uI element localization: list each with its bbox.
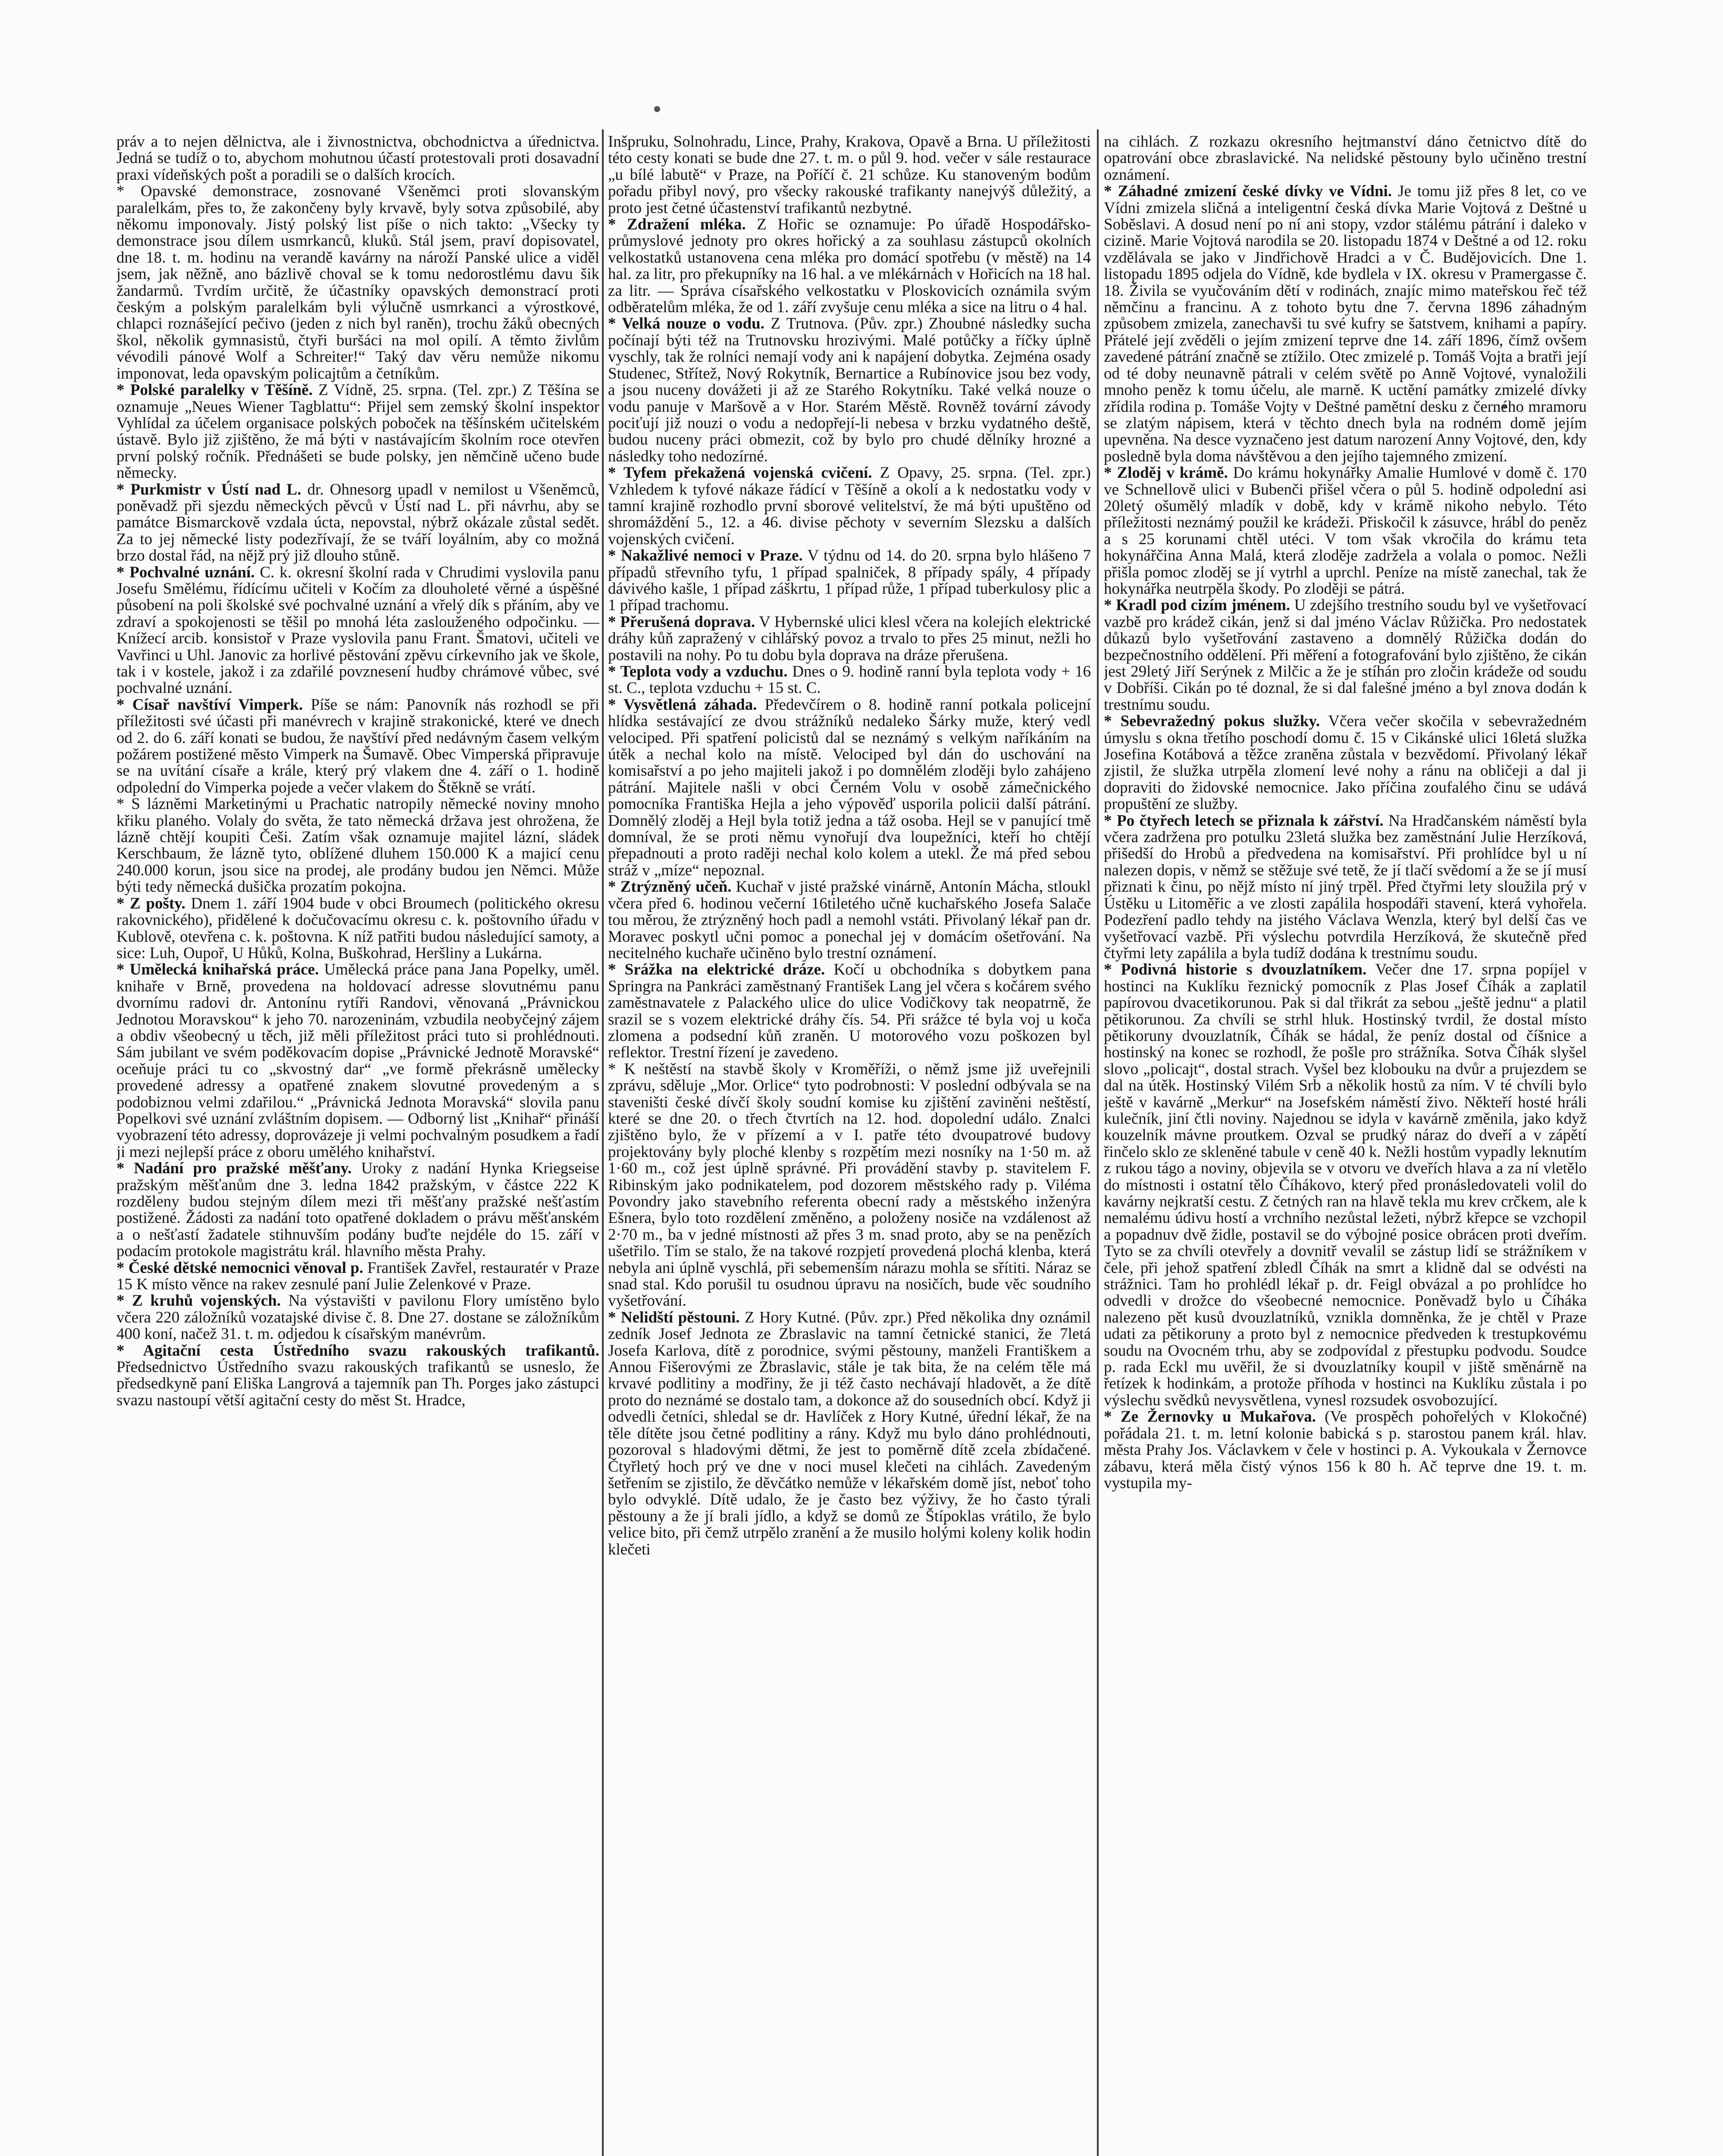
article-paragraph: * Přerušená doprava. V Hybernské ulici klesl včera na kolejích elektrické dráhy kůň zapražený v cihlářský povoz a trvalo to přes 25 minut, nežli ho postavili na nohy. Po tu dobu byla doprava na dráze přerušena.	[608, 613, 1091, 664]
top-scan-mark	[654, 106, 660, 112]
article-paragraph: * Pochvalné uznání. C. k. okresní školní rada v Chrudimi vyslovila panu Josefu Smělému, řídícímu učiteli v Kočím za dlouholeté věrné a úspěšné působení na poli školské své pochvalné uznání a vřelý dík s přáním, aby ve zdraví a spokojenosti se těšil po mnohá léta zaslouženého odpočinku. — Knížecí arcib. konsistoř v Praze vyslovila panu Frant. Šmatovi, učiteli ve Vavřinci u Uhl. Janovic za horlivé pěstování zpěvu církevního jak ve škole, tak i v kostele, jakož i za zdařilé povznesení hudby chrámové vůbec, své pochvalné uznání.	[116, 563, 599, 697]
article-paragraph: * České dětské nemocnici věnoval p. František Zavřel, restauratér v Praze 15 K místo věnce na rakev zesnulé paní Julie Zelenkové v Praze.	[116, 1259, 599, 1294]
article-paragraph: * Nakažlivé nemoci v Praze. V týdnu od 14. do 20. srpna bylo hlášeno 7 případů střevního tyfu, 1 případ spalniček, 8 případy spály, 4 případy dávivého kašle, 1 případ záškrtu, 1 případ růže, 1 případ tuberkulosy plic a 1 případ trachomu.	[608, 547, 1091, 614]
article-paragraph: * Polské paralelky v Těšíně. Z Vídně, 25. srpna. (Tel. zpr.) Z Těšína se oznamuje „Neues Wiener Tagblattu“: Přijel sem zemský školní inspektor Vyhlídal za účelem organisace polských poboček na těšínském učitelském ústavě. Bylo již zjištěno, že má býti v nastávajícím školním roce otevřen první polský ročník. Přednášeti se bude polsky, jen němčině učeno bude německy.	[116, 381, 599, 482]
article-paragraph: * Zloděj v krámě. Do krámu hokynářky Amalie Humlové v domě č. 170 ve Schnellově ulici v Bubenči přišel včera o půl 5. hodině odpolední asi 20letý ošumělý mladík v době, kdy v krámě nikoho nebylo. Této příležitosti neznámý použil ke krádeži. Přiskočil k zásuvce, hrábl do peněz a s 25 korunami chtěl utéci. V tom však vkročila do krámu teta hokynářčina Anna Malá, která zloděje zadržela a volala o pomoc. Nežli přišla pomoc zloděj se jí vytrhl a uprchl. Peníze na místě zanechal, tak že hokynářka neutrpěla škody. Po zloději se pátrá.	[1104, 464, 1587, 598]
article-paragraph: * Agitační cesta Ústředního svazu rakouských trafikantů. Předsednictvo Ústředního svazu rakouských trafikantů se usneslo, že předsedkyně paní Eliška Langrová a tajemník pan Th. Porges jako zástupci svazu nastoupí větší agitační cesty do měst St. Hradce,	[116, 1341, 599, 1409]
article-paragraph: * K neštěstí na stavbě školy v Kroměříži, o němž jsme již uveřejnili zprávu, sděluje „Mor. Orlice“ tyto podrobnosti: V poslední odbývala se na staveništi české dívčí školy soudní komise ku zjištění zaviněni neštěstí, které se dne 20. o třech čtvrtích na 12. hod. dopolední událo. Znalci zjištěno bylo, že v přízemí a v I. patře této dvoupatrové budovy projektovány byly ploché klenby s rozpětím mezi nosníky na 1·50 m. až 1·60 m., což jest úplně správné. Při provádění stavby p. stavitelem F. Ribinským jako podnikatelem, pod dozorem městského rady p. Viléma Povondry jako stavebního referenta obecní rady a městského inženýra Ešnera, bylo toto rozdělení změněno, a položeny nosiče na vzdálenost až 2·70 m., ba v jedné místnosti až přes 3 m. snad proto, aby se na penězích ušetřilo. Tím se stalo, že na takové rozpjetí provedená plochá klenba, která nebyla ani úplně vyschlá, při sebemenším nárazu mohla se sřítiti. Náraz se snad stal. Kdo porušil tu osudnou úpravu na nosičích, bude věc soudního vyšetřování.	[608, 1060, 1091, 1310]
article-paragraph: * Vysvětlená záhada. Předevčírem o 8. hodině ranní potkala policejní hlídka sestávající ze dvou strážníků nedaleko Šárky muže, který vedl velociped. Při spatření policistů dal se neznámý s velkým naříkáním na útěk a nechal kolo na místě. Velociped byl dán do uschování na komisařství a po jeho majiteli jakož i po domnělém zloději bylo zahájeno pátrání. Majitele našli v obci Černém Volu v osobě zámečnického pomocníka Františka Hejla a jeho výpověď usporila policii další pátrání. Domnělý zloděj a Hejl byla totiž jedna a táž osoba. Hejl se v panující tmě domníval, že se proti němu vynořují dva loupežníci, kteří ho chtějí přepadnouti a proto raději nechal kolo kolem a utekl. Že má před sebou stráž v „míze“ nepoznal.	[608, 696, 1091, 879]
article-headline: * Kradl pod cizím jménem.	[1104, 596, 1291, 614]
article-paragraph: na cihlách. Z rozkazu okresního hejtmanství dáno četnictvo dítě do opatrování obce zbraslavické. Na nelidské pěstouny bylo učiněno trestní oznámení.	[1104, 134, 1587, 184]
article-headline: * Ztrýzněný učeň.	[608, 878, 732, 896]
article-headline: * Purkmistr v Ústí nad L.	[116, 480, 301, 498]
article-headline: * Sebevražedný pokus služky.	[1104, 712, 1320, 730]
column-divider-left	[602, 129, 604, 2156]
article-paragraph: * Z kruhů vojenských. Na výstavišti v pavilonu Flory umístěno bylo včera 220 záložníků vozatajské divise č. 8. Dne 27. dostane se záložníkům 400 koní, načež 31. t. m. odjedou k císařským manévrům.	[116, 1292, 599, 1343]
article-headline: * Přerušená doprava.	[608, 613, 755, 631]
column-middle	[608, 134, 1091, 2156]
article-headline: * Císař navštíví Vimperk.	[116, 696, 303, 714]
article-headline: * Záhadné zmizení české dívky ve Vídni.	[1104, 182, 1392, 201]
article-headline: * Umělecká knihařská práce.	[116, 961, 319, 979]
article-headline: * Podivná historie s dvouzlatníkem.	[1104, 961, 1367, 979]
article-headline: * Nelidští pěstouni.	[608, 1308, 740, 1326]
article-headline: * Zdražení mléka.	[608, 216, 746, 234]
column-divider-right	[1097, 129, 1099, 2156]
article-paragraph: * Po čtyřech letech se přiznala k zářství. Na Hradčanském náměstí byla včera zadržena pro potulku 23letá služka bez zaměstnání Julie Herzíková, přišedší do Hrobů a předvedena na komisařství. Při prohlídce byl u ní nalezen dopis, v němž se stěžuje své tetě, že jí tlačí svědomí a že se jí musí přiznati k činu, po nějž místo ní jiný trpěl. Před čtyřmi lety sloužila prý v Ústěku u Litoměřic a ve zlosti zapálila hospodáři stavení, která vyhořela. Podezření padlo tehdy na jistého Václava Wenzla, který byl delší čas ve vyšetřovací vazbě. Při výslechu potvrdila Herzíková, že skutečně před čtyřmi lety zapálila a byla tudíž dodána k trestnímu soudu.	[1104, 812, 1587, 962]
article-paragraph: * Tyfem překažená vojenská cvičení. Z Opavy, 25. srpna. (Tel. zpr.) Vzhledem k tyfové nákaze řádící v Těšíně a okolí a k nedostatku vody v tamní krajině rozhodlo první sborové velitelství, že má býti upuštěno od shromáždění 5., 12. a 46. divise pěchoty v severním Slezsku a dalších vojenských cvičení.	[608, 464, 1091, 548]
article-headline: * Z pošty.	[116, 894, 186, 912]
article-headline: * Velká nouze o vodu.	[608, 315, 764, 333]
article-paragraph: * Podivná historie s dvouzlatníkem. Večer dne 17. srpna popíjel v hostinci na Kuklíku řeznický pomocník z Plas Josef Číhák a zaplatil papírovou dvacetikorunou. Pak si dal třikrát za sebou „ještě jednu“ a platil pětikorunou. Za chvíli se strhl hluk. Hostinský tvrdil, že dostal místo pětikoruny dvouzlatník, Číhák se hádal, že peníz dostal od číšnice a hostinský na konec se rozhodl, že pošle pro strážníka. Sotva Číhák slyšel slovo „policajt“, dostal strach. Vyšel bez klobouku na dvůr a prujezdem se dal na útěk. Hostinský Vilém Srb a několik hostů za ním. V té chvíli bylo ještě v kavárně „Merkur“ na Josefském náměstí živo. Někteří hosté hráli kulečník, jiní čtli noviny. Najednou se idyla v kavárně změnila, jako když kouzelník mávne proutkem. Ozval se prudký náraz do dveří a v zápětí řinčelo sklo ze skleněné tabule v ceně 40 k. Nežli hostům vypadly leknutím z rukou tágo a noviny, objevila se v otvoru ve dveřích hlava a za ní vletělo do místnosti i ostatní tělo Číhákovo, který před pronásledovateli volil do kavárny nejkratší cestu. Z četných ran na hlavě tekla mu krev crčkem, ale k nemalému údivu hostí a vrchního nezůstal ležeti, nýbrž křepce se vzchopil a popadnuv dvě židle, postavil se do výbojné posice obrácen proti dveřím. Tyto se za chvíli otevřely a dovnitř vevalil se zástup lidí se strážníkem v čele, při jehož spatření zbledl Číhák na smrt a klidně dal se odvésti na strážnici. Tam ho prohlédl lékař p. dr. Feigl obvázal a po prohlídce ho odvedli v drožce do všeobecné nemocnice. Poněvadž bylo u Číháka nalezeno pět kusů dvouzlatníků, vznikla domněnka, že je chtěl v Praze udati za pětikoruny a proto byl z nemocnice předveden k trestupkovému soudu na Ovocném trhu, aby se zodpovídal z přestupku podvodu. Soudce p. rada Eckl mu uvěřil, že si dvouzlatníky koupil v jiště směnárně na řetízek k hodinkám, a protože příhoda v hostinci na Kuklíku zůstala i po výslechu svědků nevysvětlena, vynesl rozsudek osvobozující.	[1104, 961, 1587, 1409]
article-headline: * Vysvětlená záhada.	[608, 696, 757, 714]
article-headline: * Polské paralelky v Těšíně.	[116, 381, 313, 399]
article-paragraph: * Záhadné zmizení české dívky ve Vídni. Je tomu již přes 8 let, co ve Vídni zmizela sličná a inteligentní česká dívka Marie Vojtová z Deštné u Soběslavi. A dosud není po ní ani stopy, vzdor stálému pátrání i daleko v cizině. Marie Vojtová narodila se 20. listopadu 1874 v Deštné a od 12. roku vzdělávala se jako v Jindřichově Hradci a v Č. Budějovicích. Dne 1. listopadu 1895 odjela do Vídně, kde bydlela v IX. okresu v Pramergasse č. 18. Živila se vyučováním dětí v rodinách, znajíc mimo mateřskou řeč též němčinu a francinu. A z tohoto bytu dne 7. června 1896 záhadným způsobem zmizela, zanechavši tu své kufry se šatstvem, knihami a papíry. Přátelé její zvěděli o jejím zmizení teprve dne 14. září 1896, čímž ovšem zavedené pátrání značně se ztížilo. Otec zmizelé p. Tomáš Vojta a bratři její od té doby neunavně pátrali v celém světě po Anně Vojtové, vynaložili mnoho peněz k tomu účelu, ale marně. K uctění památky zmizelé dívky zřídila rodina p. Tomáše Vojty v Deštné pamětní desku z černého mramoru se zlatým nápisem, která v těchto dnech byla na rodném domě jejím upevněna. Na desce vyznačeno jest datum narození Anny Vojtové, den, kdy posledně byla doma návštěvou a den jejího tajemného zmizení.	[1104, 182, 1587, 465]
article-paragraph: * S lázněmi Marketinými u Prachatic natropily německé noviny mnoho křiku planého. Volaly do světa, že tato německá državа jest ohrožena, že lázně chtějí koupiti Češi. Zatím však oznamuje majitel lázní, sládek Kerschbaum, že lázně tyto, oblížené dluhem 150.000 K a majicí cenu 240.000 korun, jsou sice na prodej, ale prodány budou jen Němci. Může býti tedy německá dušička prozatím pokojna.	[116, 795, 599, 896]
article-headline: * Zloděj v krámě.	[1104, 464, 1228, 482]
article-paragraph: * Nelidští pěstouni. Z Hory Kutné. (Pův. zpr.) Před několika dny oznámil zedník Josef Jednota ze Zbraslavic na tamní četnické stanici, že 7letá Josefa Karlova, dítě z porodnice, svými pěstouny, manželi Františkem a Annou Fišerovými ze Zbraslavic, stále je tak bita, že na celém těle má krvavé podlitiny a modřiny, že ji též často nechávají hladovět, a že dítě proto do neznámé se dostalo tam, a dokonce až do sousedních obcí. Když ji odvedli četníci, shledal se dr. Havlíček z Hory Kutné, úřední lékař, že na těle dítěte jsou četné podlitiny a rány. Když mu bylo dáno prohlédnouti, pozoroval s hladovými dětmi, že jest to poměrně dítě zcela zbídačené. Čtyřletý hoch prý ve dne v noci musel klečeti na cihlách. Zavedeným šetřením se zjistilo, že děvčátko nemůže v lékařském domě jíst, neboť toho bylo odvyklé. Dítě udalo, že je často bez výživy, že ho často týrali pěstouny a že jí brali jídlo, a když se domů ze Štípoklas vrátilo, že bylo velice bito, při čemž utrpělo zranění a že musilo holými koleny kolik hodin klečeti	[608, 1308, 1091, 1558]
article-paragraph: * Srážka na elektrické dráze. Kočí u obchodníka s dobytkem pana Springra na Pankráci zaměstnaný František Lang jel včera s kočárem svého zaměstnavatele z Palackého ulice do ulice Vodičkovy tak neopatrně, že srazil se s vozem elektrické dráhy čís. 54. Při srážce té byla voj u koča zlomena a podsední kůň zraněn. U motorového vozu poškozen byl reflektor. Trestní řízení je zavedeno.	[608, 961, 1091, 1062]
article-headline: * Nakažlivé nemoci v Praze.	[608, 547, 803, 565]
article-paragraph: * Zdražení mléka. Z Hořic se oznamuje: Po úřadě Hospodářsko-průmyslové jednoty pro okres hořický a za souhlasu zástupců okolních velkostatků ustanovena cena mléka pro domácí spotřebu (v městě) na 14 hal. za litr, pro překupníky na 16 hal. a ve mlékárnách v Hořicích na 18 hal. za litr. — Správa císařského velkostatku v Ploskovicích oznámila svým odběratelům mléka, že od 1. září zvyšuje cenu mléka a sice na litru o 4 hal.	[608, 216, 1091, 317]
article-paragraph: * Ze Žernovky u Mukařova. (Ve prospěch pohořelých v Klokočné) pořádala 21. t. m. letní kolonie babická s p. starostou panem král. hlav. města Prahy Jos. Václavkem v čele v hostinci p. A. Vykoukala v Žernovce zábavu, která měla čistý výnos 156 k 80 h. Ač teprve dne 19. t. m. vystupila my-	[1104, 1408, 1587, 1492]
article-headline: * Nadání pro pražské měšťany.	[116, 1159, 352, 1178]
article-paragraph: * Nadání pro pražské měšťany. Uroky z nadání Hynka Kriegseise pražským měšťanům dne 3. ledna 1842 pražským, v částce 222 K rozděleny budou stejným dílem mezi tři měšťany pražské nešťastím postižené. Žádosti za nadání toto opatřené dokladem o právu měšťanském a o nešťastí žadatele stihnuvším podány buďte nejdéle do 15. září v podacím protokole magistrátu král. hlavního města Prahy.	[116, 1159, 599, 1260]
article-headline: * Pochvalné uznání.	[116, 563, 255, 581]
article-paragraph: práv a to nejen dělnictva, ale i živnostnictva, obchodnictva a úřednictva. Jedná se tudíž o to, abychom mohutnou účastí protestovali proti dosavadní praxi vídeňských pošt a poradili se o dalších krocích.	[116, 134, 599, 184]
column-left	[116, 134, 599, 2156]
article-paragraph: * Teplota vody a vzduchu. Dnes o 9. hodině ranní byla teplota vody + 16 st. C., teplota vzduchu + 15 st. C.	[608, 663, 1091, 697]
article-paragraph: Inšpruku, Solnohradu, Lince, Prahy, Krakova, Opavě a Brna. U příležitosti této cesty konati se bude dne 27. t. m. o půl 9. hod. večer v sále restaurace „u bílé labutě“ v Praze, na Poříčí č. 21 schůze. Ku stanoveným bodům pořadu přibyl nový, pro všecky rakouské trafikanty nanejvýš důležitý, a proto jest četné účastenství trafikantů nezbytné.	[608, 134, 1091, 217]
article-paragraph: * Purkmistr v Ústí nad L. dr. Ohnesorg upadl v nemilost u Všeněmců, poněvadž při sjezdu německých pěvců v Ústí nad L. při návrhu, aby se památce Bismarckově vzdala úcta, nepovstal, nýbrž okázale zůstal sedět. Za to jej německé listy podezřívají, že se tváří loyálním, aby co možná brzo dostal řád, na nějž prý již dlouho stůně.	[116, 480, 599, 565]
article-headline: * Srážka na elektrické dráze.	[608, 961, 825, 979]
article-headline: * Po čtyřech letech se přiznala k zářství.	[1104, 812, 1384, 830]
article-paragraph: * Císař navštíví Vimperk. Píše se nám: Panovník nás rozhodl se při příležitosti své účasti při manévrech v krajině strakonické, které ve dnech od 2. do 6. září konati se budou, že navštíví před nedávným časem velkým požárem postižené město Vimperk na Šumavě. Obec Vimperská připravuje se na uvítání císaře a krále, který prý vlakem dne 4. září o 1. hodině odpolední do Vimperka pojede a večer vlakem do Štěkně se vrátí.	[116, 696, 599, 796]
column-right	[1104, 134, 1587, 2156]
article-headline: * České dětské nemocnici věnoval p.	[116, 1259, 363, 1277]
article-headline: * Tyfem překažená vojenská cvičení.	[608, 464, 872, 482]
article-headline: * Agitační cesta Ústředního svazu rakouských trafikantů.	[116, 1341, 599, 1360]
article-paragraph: * Sebevražedný pokus služky. Včera večer skočila v sebevražedném úmyslu s okna třetího poschodí domu č. 15 v Cikánské ulici 16letá služka Josefina Kotábová a těžce zraněna zůstala v bezvědomí. Přivolaný lékař zjistil, že služka utrpěla zlomení levé nohy a ránu na obličeji a dal ji dopraviti do židovské nemocnice. Jako příčina zoufalého činu se udává propuštění ze služby.	[1104, 712, 1587, 813]
article-paragraph: * Umělecká knihařská práce. Umělecká práce pana Jana Popelky, uměl. knihaře v Brně, provedena na holdovací adresse slovutnému panu dvornímu radovi dr. Antonínu rytíři Randovi, věnovaná „Právnickou Jednotou Moravskou“ k jeho 70. narozeninám, vzbudila neobyčejný zájem a obdiv všeobecný u těch, již měli příležitost práci tuto si prohlédnouti. Sám jubilant ve svém poděkovacím dopise „Právnické Jednotě Moravské“ oceňuje práci tu co „skvostný dar“ „ve formě překrásně umělecky provedené adressy a opatřené znakem slovutné provedeným a s podobiznou velmi zdařilou.“ „Právnická Jednota Moravská“ slovila panu Popelkovi své uznání zvláštním dopisem. — Odborný list „Knihař“ přináší vyobrazení této adressy, doprovázeje ji velmi pochvalným posudkem a řadí ji mezi nejlepší práce z oboru umělého knihařství.	[116, 961, 599, 1161]
article-headline: * Ze Žernovky u Mukařova.	[1104, 1408, 1316, 1426]
article-paragraph: * Velká nouze o vodu. Z Trutnova. (Pův. zpr.) Zhoubné následky sucha počínají býti též na Trutnovsku hrozivými. Malé potůčky a říčky úplně vyschly, tak že rolníci nemají vody ani k napájení dobytka. Zejména osady Studenec, Střítež, Nový Rokytník, Bernartice a Rubínovice jsou bez vody, a jsou nuceny dovážeti ji až ze Starého Rokytníku. Také velká nouze o vodu panuje v Maršově a v Hor. Starém Městě. Rovněž tovární závody pociťují již nouzi o vodu a nedopřejí-li nebesa v brzku vydatného deště, budou nuceny práci obmezit, což by bylo pro chudé dělníky hrozné a následky toho nedozírné.	[608, 315, 1091, 465]
article-paragraph: * Ztrýzněný učeň. Kuchař v jisté pražské vinárně, Antonín Mácha, stloukl včera před 6. hodinou večerní 16tiletého učně kuchařského Josefa Salače tou měrou, že ztrýzněný hoch padl a nemohl vstáti. Přivolaný lékař pan dr. Moravec poskytl učni pomoc a ponechal jej v domácím ošetřování. Na necitelného kuchaře učiněno bylo trestní oznámení.	[608, 878, 1091, 962]
article-paragraph: * Z pošty. Dnem 1. září 1904 bude v obci Broumech (politického okresu rakovnického), přidělené k dočučovacímu okresu c. k. poštovního úřadu v Kublově, otevřena c. k. poštovna. K níž patřiti budou následující samoty, a sice: Luh, Oupoř, U Hůků, Kolna, Buškohrad, Heršliny a Lukárna.	[116, 894, 599, 962]
article-paragraph: * Opavské demonstrace, zosnované Všeněmci proti slovanským paralelkám, přes to, že zakončeny byly krvavě, byly sotva způsobilé, aby někomu imponovaly. Jistý polský list píše o nich takto: „Všecky ty demonstrace jsou dílem usmrkanců, kluků. Stál jsem, praví dopisovatel, dne 18. t. m. hodinu na verandě kavárny na nároží Panské ulice a viděl jsem, jak něžně, ano bázlivě choval se k tomu nedorostlému davu šik žandarmů. Tvrdím určitě, že účastníky opavských demonstrací proti českým a polským paralelkám byli výlučně usmrkanci a výrostkové, chlapci roznášející pečivo (jeden z nich byl raněn), trochu žáků obecných škol, několik gymnasistů, čtyři buršáci na mol opilí. A těmto živlům vévodili pánové Wolf a Schreiter!“ Taký dav věru nemůže nikomu imponovat, leda opavským policajtům a četníkům.	[116, 182, 599, 382]
article-headline: * Teplota vody a vzduchu.	[608, 663, 788, 680]
article-paragraph: * Kradl pod cizím jménem. U zdejšího trestního soudu byl ve vyšetřovací vazbě pro krádež cikán, jenž si dal jméno Václav Růžička. Pro nedostatek důkazů bylo vyšetřování zastaveno a domnělý Růžička dodán do bezpečnostního oddělení. Při měření a fotografování bylo zjištěno, že cikán jest 29letý Jiří Serýnek z Milčic a že je stíhán pro zločin krádeže od soudu v Dobříši. Cikán po té doznal, že si dal falešné jméno a byl znova dodán k trestnímu soudu.	[1104, 596, 1587, 714]
article-headline: * Z kruhů vojenských.	[116, 1292, 281, 1310]
